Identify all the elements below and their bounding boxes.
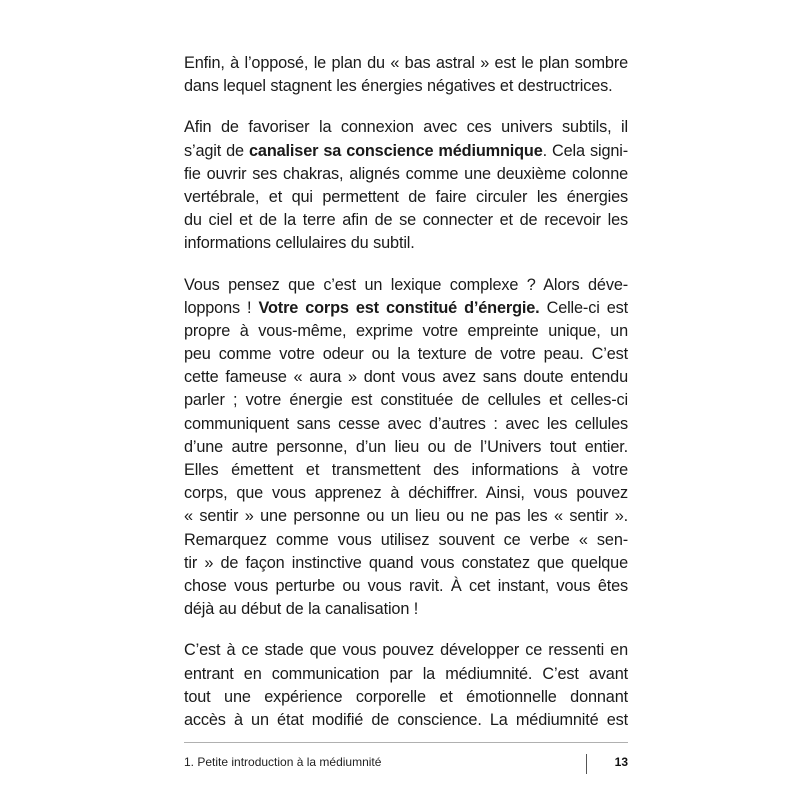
body-text xyxy=(184,52,628,750)
text-segment: . Cela signi- xyxy=(542,141,628,160)
text-line: C’est à ce stade que vous pouvez développer ce ressenti en xyxy=(184,641,628,660)
text-line: chose vous perturbe ou vous ravit. À cet instant, vous êtes xyxy=(184,576,628,595)
text-segment: loppons ! xyxy=(184,298,259,317)
text-line: « sentir » une personne ou un lieu ou ne pas les « sentir ». xyxy=(184,507,628,526)
paragraph-bas-astral xyxy=(184,52,628,98)
text-line: peu comme votre odeur ou la texture de votre peau. C’est xyxy=(184,345,628,364)
text-line: parler ; votre énergie est constituée de cellules et celles-ci xyxy=(184,391,628,410)
text-line: entrant en communication par la médiumnité. C’est avant xyxy=(184,664,628,683)
text-line: dans lequel stagnent les énergies négatives et destructrices. xyxy=(184,77,613,96)
text-line: Enfin, à l’opposé, le plan du « bas astral » est le plan sombre xyxy=(184,54,628,72)
paragraph-canaliser xyxy=(184,116,628,255)
text-line: Afin de favoriser la connexion avec ces univers subtils, il xyxy=(184,118,628,137)
text-line-with-bold xyxy=(184,140,628,163)
text-segment: s’agit de xyxy=(184,141,250,160)
text-line: informations cellulaires du subtil. xyxy=(184,234,415,253)
footer-rule xyxy=(184,742,628,743)
paragraph-energie xyxy=(184,274,628,622)
text-line: déjà au début de la canalisation ! xyxy=(184,600,419,619)
footer-divider xyxy=(586,754,587,774)
text-line: fie ouvrir ses chakras, alignés comme une deuxième colonne xyxy=(184,164,628,183)
bold-phrase: canaliser sa conscience médiumnique xyxy=(249,141,543,160)
text-line: du ciel et de la terre afin de se connecter et de recevoir les xyxy=(184,211,628,230)
text-line: communiquent sans cesse avec d’autres : avec les cellules xyxy=(184,414,628,433)
text-segment: Celle-ci est xyxy=(539,298,628,317)
text-line: Elles émettent et transmettent des informations à votre xyxy=(184,461,628,479)
text-line: tir » de façon instinctive quand vous constatez que quelque xyxy=(184,553,628,572)
text-line: Remarquez comme vous utilisez souvent ce verbe « sen- xyxy=(184,530,628,549)
running-footer-chapter-title: 1. Petite introduction à la médiumnité xyxy=(184,755,382,769)
text-line: Vous pensez que c’est un lexique complexe ? Alors déve- xyxy=(184,275,628,294)
page-number: 13 xyxy=(614,755,628,769)
text-line: tout une expérience corporelle et émotionnelle donnant xyxy=(184,687,628,706)
paragraph-mediumnite xyxy=(184,639,628,732)
text-line: vertébrale, et qui permettent de faire circuler les énergies xyxy=(184,187,628,206)
text-line: cette fameuse « aura » dont vous avez sans doute entendu xyxy=(184,368,628,387)
text-line: corps, que vous apprenez à déchiffrer. Ainsi, vous pouvez xyxy=(184,484,628,503)
text-line: accès à un état modifié de conscience. La médiumnité est xyxy=(184,710,628,729)
text-line: propre à vous-même, exprime votre empreinte unique, un xyxy=(184,321,628,340)
text-line-with-bold xyxy=(184,297,628,320)
bold-phrase: Votre corps est constitué d’énergie. xyxy=(258,298,540,317)
text-line: d’une autre personne, d’un lieu ou de l’Univers tout entier. xyxy=(184,437,628,456)
